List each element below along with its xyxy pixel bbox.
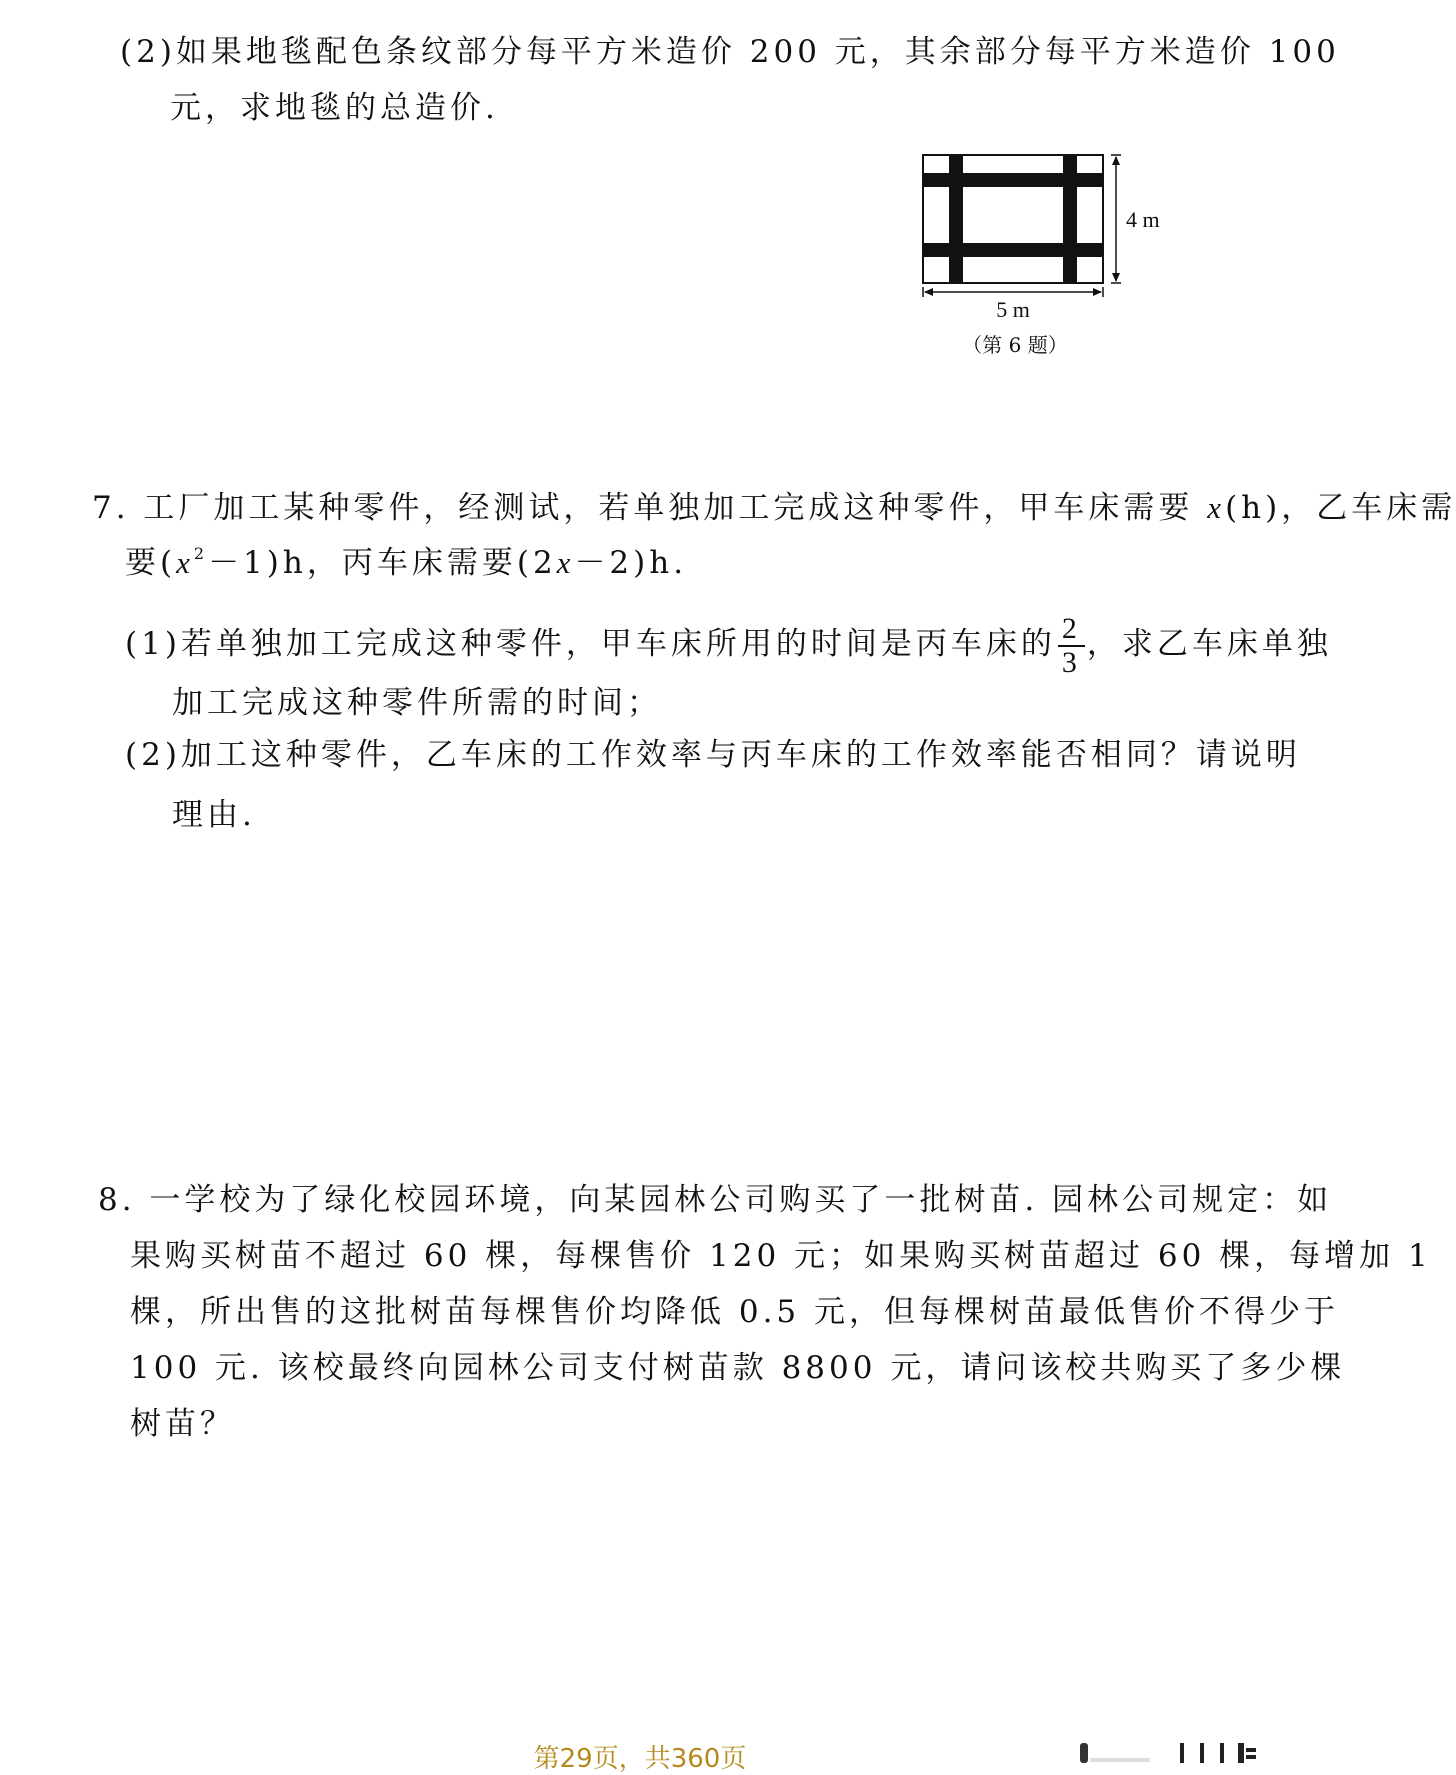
q8-line4: 100 元. 该校最终向园林公司支付树苗款 8800 元，请问该校共购买了多少棵 — [130, 1350, 1346, 1386]
page-indicator: 第29页，共360页 — [533, 1744, 747, 1774]
carpet-diagram — [915, 145, 1175, 395]
height-label: 4 m — [1126, 207, 1160, 232]
fraction-two-thirds: $\frac{2}{3}$ — [1058, 613, 1085, 679]
scroll-handle-icon[interactable] — [1080, 1743, 1150, 1763]
width-label: 5 m — [996, 297, 1030, 322]
q8-line3: 棵，所出售的这批树苗每棵售价均降低 0.5 元，但每棵树苗最低售价不得少于 — [130, 1294, 1340, 1330]
q8-line2: 果购买树苗不超过 60 棵，每棵售价 120 元；如果购买树苗超过 60 棵，每增加 1 — [130, 1238, 1432, 1274]
q7-line2: 要$(x^2-1)h$，丙车床需要(2x－2)h. — [125, 544, 688, 581]
q7-part2-line1: (2)加工这种零件，乙车床的工作效率与丙车床的工作效率能否相同？请说明 — [125, 737, 1301, 773]
carpet-stripe-vertical-left — [949, 155, 963, 283]
carpet-stripe-vertical-right — [1063, 155, 1077, 283]
q8-line1: 8. 一学校为了绿化校园环境，向某园林公司购买了一批树苗. 园林公司规定：如 — [98, 1182, 1333, 1218]
q6-part2-line2: 元，求地毯的总造价. — [170, 90, 499, 126]
q6-part2-line1: (2)如果地毯配色条纹部分每平方米造价 200 元，其余部分每平方米造价 100 — [120, 34, 1340, 70]
page-marks-icon[interactable] — [1180, 1743, 1256, 1763]
q7-part2-line2: 理由. — [172, 797, 256, 833]
viewer-toolbar — [1070, 1740, 1270, 1766]
q7-part1-line1: (1)若单独加工完成这种零件，甲车床所用的时间是丙车床的 $\frac{2}{3}$ ，求乙车床单独 — [125, 611, 1332, 679]
q8-line5: 树苗？ — [130, 1406, 235, 1442]
carpet-figure — [915, 145, 1175, 395]
q7-part1-line2: 加工完成这种零件所需的时间； — [172, 685, 662, 721]
figure-caption: （第 6 题） — [962, 333, 1068, 357]
q7-line1: 7. 工厂加工某种零件，经测试，若单独加工完成这种零件，甲车床需要 x(h)，乙车床需 — [92, 490, 1456, 526]
